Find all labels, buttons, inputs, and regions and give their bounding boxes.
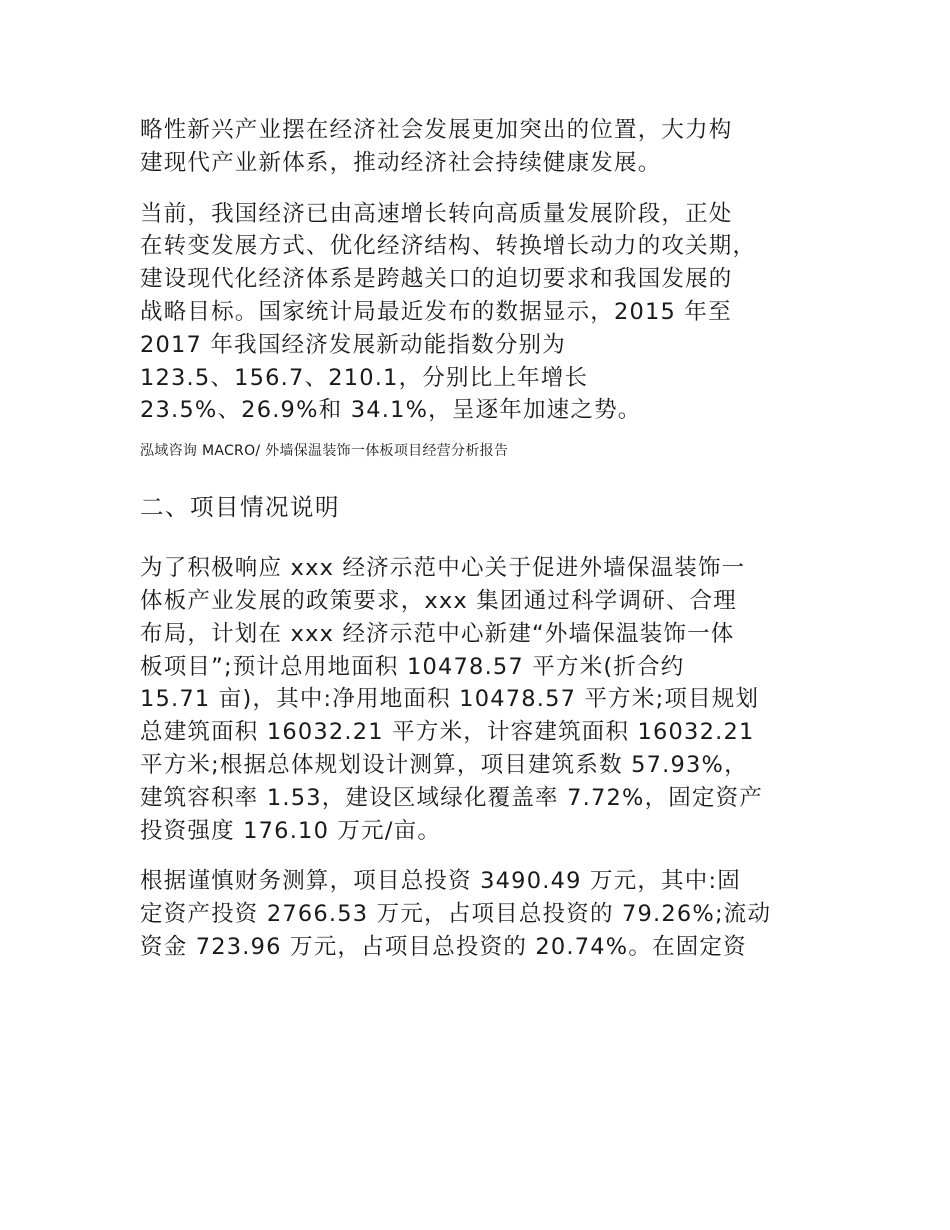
paragraph-line: 总建筑面积 16032.21 平方米，计容建筑面积 16032.21 bbox=[140, 719, 755, 746]
paragraph-line: 123.5、156.7、210.1，分别比上年增长 bbox=[140, 364, 589, 391]
paragraph-project-overview bbox=[140, 552, 820, 847]
paragraph-line: 略性新兴产业摆在经济社会发展更加突出的位置，大力构 bbox=[140, 117, 733, 143]
report-source-note: 泓域咨询 MACRO/ 外墙保温装饰一体板项目经营分析报告 bbox=[140, 443, 509, 460]
paragraph-line: 平方米;根据总体规划设计测算，项目建筑系数 57.93%， bbox=[140, 751, 748, 778]
paragraph-line: 在转变发展方式、优化经济结构、转换增长动力的攻关期， bbox=[140, 233, 757, 260]
paragraph-line: 建现代产业新体系，推动经济社会持续健康发展。 bbox=[140, 149, 662, 176]
paragraph-line: 资金 723.96 万元，占项目总投资的 20.74%。在固定资 bbox=[140, 933, 747, 960]
paragraph-line: 板项目”;预计总用地面积 10478.57 平方米(折合约 bbox=[140, 653, 685, 680]
paragraph-line: 定资产投资 2766.53 万元，占项目总投资的 79.26%;流动 bbox=[140, 901, 772, 928]
paragraph-industry-strategy bbox=[140, 114, 820, 180]
paragraph-line: 当前，我国经济已由高速增长转向高质量发展阶段，正处 bbox=[140, 200, 733, 227]
paragraph-line: 为了积极响应 xxx 经济示范中心关于促进外墙保温装饰一 bbox=[140, 555, 746, 582]
paragraph-line: 建设现代化经济体系是跨越关口的迫切要求和我国发展的 bbox=[140, 266, 733, 293]
paragraph-line: 体板产业发展的政策要求，xxx 集团通过科学调研、合理 bbox=[140, 587, 737, 614]
paragraph-line: 2017 年我国经济发展新动能指数分别为 bbox=[140, 331, 566, 358]
document-page bbox=[140, 114, 820, 982]
paragraph-line: 23.5%、26.9%和 34.1%，呈逐年加速之势。 bbox=[140, 397, 642, 424]
section-heading: 二、项目情况说明 bbox=[140, 493, 340, 522]
paragraph-economic-indicators bbox=[140, 198, 820, 428]
paragraph-line: 战略目标。国家统计局最近发布的数据显示，2015 年至 bbox=[140, 298, 732, 325]
paragraph-investment-estimate bbox=[140, 865, 820, 963]
paragraph-line: 根据谨慎财务测算，项目总投资 3490.49 万元，其中:固 bbox=[140, 868, 741, 895]
paragraph-line: 建筑容积率 1.53，建设区域绿化覆盖率 7.72%，固定资产 bbox=[140, 784, 764, 811]
paragraph-line: 投资强度 176.10 万元/亩。 bbox=[140, 817, 442, 844]
paragraph-line: 15.71 亩)，其中:净用地面积 10478.57 平方米;项目规划 bbox=[140, 686, 760, 713]
paragraph-line: 布局，计划在 xxx 经济示范中心新建“外墙保温装饰一体 bbox=[140, 620, 735, 647]
